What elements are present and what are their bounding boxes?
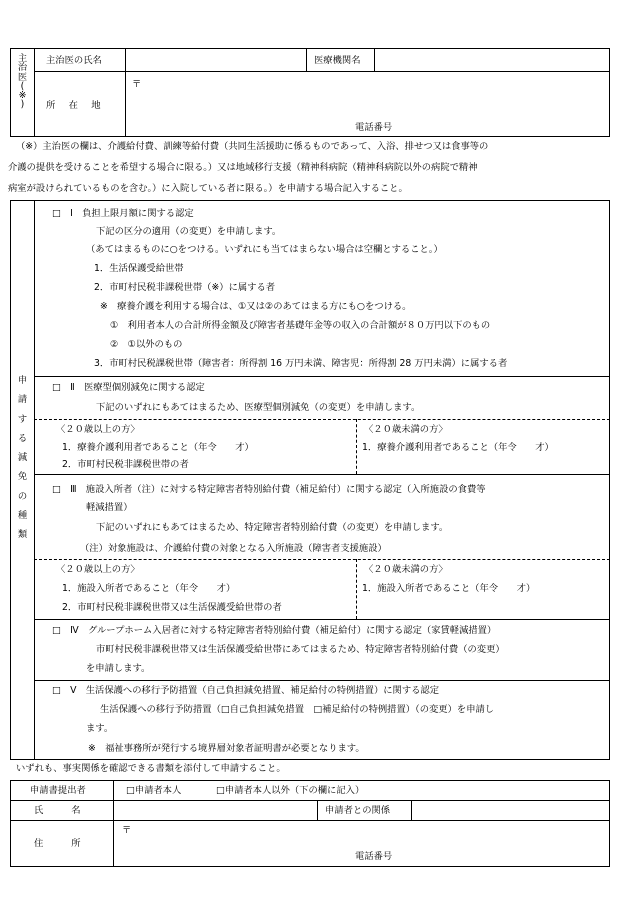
physician-note-line: 病室が設けられているものを含む。）に入院している者に限る。）を申請する場合記入すること。 [8,183,408,194]
physician-name-label: 主治医の氏名 [46,55,102,66]
section-3-right-heading: 〈２０歳未満の方〉 [364,564,448,575]
physician-side-char: ※ [18,90,27,102]
section-5-title: □ Ⅴ 生活保護への移行予防措置（自己負担減免措置、補足給付の特例措置）に関する認定 [52,685,440,696]
rule [306,48,307,71]
rule [10,759,610,760]
attach-note: いずれも、事実関係を確認できる書類を添付して申請すること。 [16,763,286,774]
rule [10,820,610,821]
section-3-left-item: 2．市町村民税非課税世帯又は生活保護受給世帯の者 [62,602,282,613]
reduction-side-char: 類 [17,529,28,541]
physician-side-char: 医 [17,71,28,83]
rule [34,619,610,620]
section-1-line: （あてはまるものに○をつける。いずれにも当てはまらない場合は空欄とすること。） [86,244,443,255]
rule [609,48,610,136]
physician-note-line: 介護の提供を受けることを希望する場合に限る。）又は地域移行支援（精神科病院（精神科病院以外の病院で精神 [8,162,478,173]
section-3-note: （注）対象施設は、介護給付費の対象となる入所施設（障害者支援施設） [80,543,387,554]
reduction-side-char: す [17,413,28,425]
rule [34,680,610,681]
submitter-option-self[interactable]: □申請者本人 [126,785,182,796]
section-1-item: ① 利用者本人の合計所得金額及び障害者基礎年金等の収入の合計額が８０万円以下のもの [110,320,491,331]
section-4-title: □ Ⅳ グループホーム入居者に対する特定障害者特別給付費（補足給付）に関する認定（家賃軽減措置） [52,625,497,636]
rule [34,71,610,72]
reduction-side-char: 種 [17,510,28,522]
physician-side-char: 主 [17,53,28,64]
rule [374,48,375,71]
rule [10,136,610,137]
rule [411,800,412,820]
submitter-postal-mark: 〒 [122,825,132,836]
physician-address-label: 所 在 地 [46,100,103,111]
section-2-right-heading: 〈２０歳未満の方〉 [364,424,448,435]
section-1-item: 3．市町村民税課税世帯（障害者：所得割 16 万円未満、障害児：所得割 28 万円未満）に属する者 [94,358,508,369]
section-2-left-item: 1．療養介護利用者であること（年令 才） [62,442,254,453]
section-1-title: □ Ⅰ 負担上限月額に関する認定 [52,208,194,219]
section-4-line: 市町村民税非課税世帯又は生活保護受給世帯にあてはまるため、特定障害者特別給付費（の変更） [96,644,505,655]
section-1-item: 2．市町村民税非課税世帯（※）に属する者 [94,282,276,293]
rule [609,200,610,760]
rule [125,48,126,136]
rule [10,200,11,760]
section-3-line: 下記のいずれにもあてはまるため、特定障害者特別給付費（の変更）を申請します。 [96,522,449,533]
section-1-line: 下記の区分の適用（の変更）を申請します。 [96,226,282,237]
rule [10,780,11,866]
physician-side-label [12,54,33,110]
dashed-rule [34,559,610,560]
rule [113,780,114,866]
rule [34,200,35,760]
rule [10,48,11,136]
section-3-left-heading: 〈２０歳以上の方〉 [56,564,140,575]
section-3-title-cont: 軽減措置） [86,502,133,513]
submitter-name-field[interactable] [124,806,312,818]
physician-side-char: ) [20,99,25,111]
rule [10,48,610,49]
rule [10,866,610,867]
section-3-right-item: 1．施設入所者であること（年令 才） [362,583,536,594]
submitter-option-other[interactable]: □申請者本人以外（下の欄に記入） [216,785,365,796]
relation-label: 申請者との関係 [325,805,391,816]
reduction-side-label [12,376,33,540]
rule [10,200,610,201]
rule [609,780,610,866]
physician-side-char: ( [20,80,25,92]
relation-field[interactable] [418,806,604,818]
section-5-line: 生活保護への移行予防措置（□自己負担減免措置 □補足給付の特例措置）（の変更）を申請し [100,704,495,715]
section-5-line: ます。 [86,723,114,734]
submitter-address-label: 住 所 [34,838,81,849]
submitter-phone-label: 電話番号 [355,851,393,862]
physician-note-line: （※）主治医の欄は、介護給付費、訓練等給付費（共同生活援助に係るものであって、入浴、排せつ又は食事等の [16,141,489,152]
section-3-title: □ Ⅲ 施設入所者（注）に対する特定障害者特別給付費（補足給付）に関する認定（入所施設の食費等 [52,484,486,495]
rule [317,800,318,820]
rule [10,800,610,801]
section-2-right-item: 1．療養介護利用者であること（年令 才） [362,442,554,453]
reduction-side-char: 減 [17,452,28,464]
rule [10,780,610,781]
section-4-line: を申請します。 [86,663,151,674]
reduction-side-char: 免 [17,471,28,483]
rule [34,48,35,136]
section-2-left-heading: 〈２０歳以上の方〉 [56,424,140,435]
section-3-left-item: 1．施設入所者であること（年令 才） [62,583,236,594]
reduction-side-char: の [17,490,28,502]
physician-side-char: 治 [17,62,28,74]
section-1-item: ② ①以外のもの [110,339,183,350]
section-1-item: ※ 療養介護を利用する場合は、①又は②のあてはまる方にも○をつける。 [100,301,412,312]
institution-label: 医療機関名 [314,55,361,66]
section-2-title: □ Ⅱ 医療型個別減免に関する認定 [52,382,205,393]
dashed-rule [356,419,357,474]
reduction-side-char: 請 [17,394,28,406]
section-2-left-item: 2．市町村民税非課税世帯の者 [62,459,189,470]
reduction-side-char: 申 [17,375,28,386]
section-1-item: 1．生活保護受給世帯 [94,263,184,274]
section-5-note: ※ 福祉事務所が発行する境界層対象者証明書が必要となります。 [88,743,365,754]
submitter-label: 申請書提出者 [30,785,86,796]
dashed-rule [34,419,610,420]
dashed-rule [356,559,357,619]
rule [34,376,610,377]
submitter-name-label: 氏 名 [34,805,81,816]
section-2-line: 下記のいずれにもあてはまるため、医療型個別減免（の変更）を申請します。 [96,402,421,413]
physician-postal-mark: 〒 [132,79,142,90]
physician-phone-label: 電話番号 [355,122,393,133]
rule [34,474,610,475]
reduction-side-char: る [17,432,28,444]
